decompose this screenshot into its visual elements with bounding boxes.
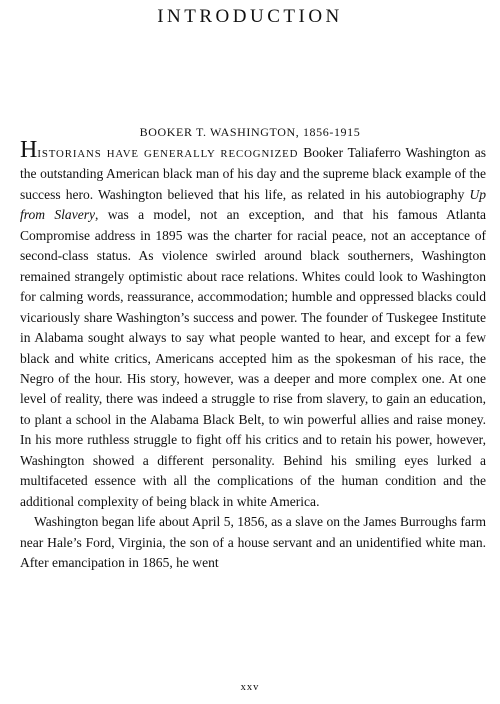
lead-in-small-caps: ISTORIANS HAVE GENERALLY RECOGNIZED [37,148,299,160]
paragraph-1-text-b: , was a model, not an exception, and that his famous Atlanta Compromise address in 1895 was the charter for racial peace, not an acceptance of second-class status. As violence swirled around black southerners, Washington remained strangely optimistic about race relations. Whites could look to Washington for calming words, reassurance, accommodation; humble and oppressed blacks could vicariously share Washington’s success and power. The founder of Tuskegee Institute in Alabama sought always to say what people wanted to hear, and except for a few black and white critics, Americans accepted him as the spokesman of his race, the Negro of the hour. His story, however, was a deeper and more complex one. At one level of reality, there was indeed a struggle to rise from slavery, to gain an education, to plant a school in the Alabama Black Belt, to win powerful allies and raise money. In his more ruthless struggle to fight off his critics and to retain his power, however, Washington showed a different personality. Behind his smiling eyes lurked a multifaceted essence with all the complications of the human condition and the additional complexity of being black in white America. [20,207,486,509]
section-title: BOOKER T. WASHINGTON, 1856-1915 [139,125,361,139]
paragraph-2: Washington began life about April 5, 1856, as a slave on the James Burroughs farm near Hale’s Ford, Virginia, the son of a house servant and an unidentified white man. After emancipation in 1865, he went [20,514,486,571]
running-header: INTRODUCTION [157,6,343,27]
page-number: xxv [240,682,260,693]
paragraph-1 [20,137,486,512]
body-text [20,137,486,574]
paragraph-1-text-a: Booker Taliaferro Washington as the outstanding American black man of his day and the supreme black example of the success hero. Washington believed that his life, as related in his autobiography [20,145,486,202]
book-title: Up from Slavery [20,186,486,223]
drop-cap: H [20,137,38,163]
